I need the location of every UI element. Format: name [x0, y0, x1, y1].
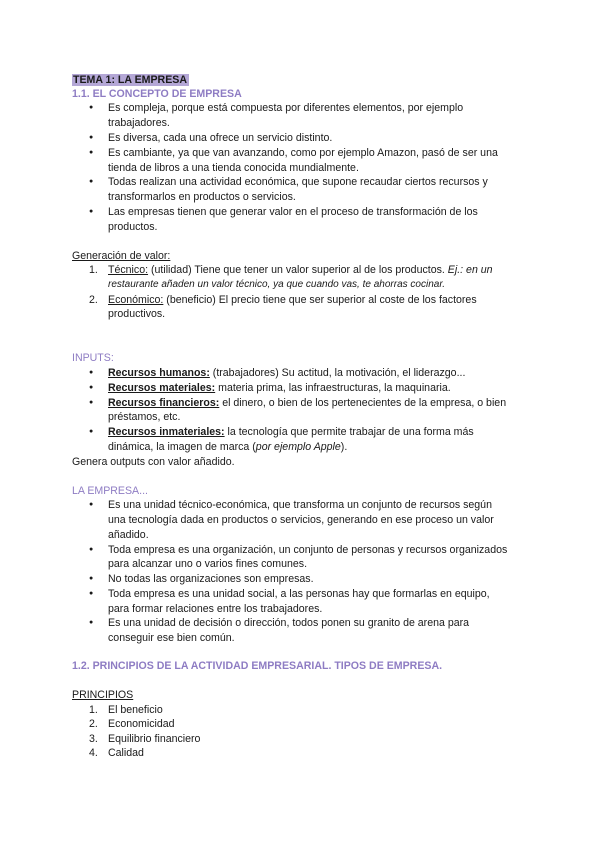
list-item-cont: para formar relaciones entre los trabajadores.: [108, 603, 323, 615]
numbered-item: 1. El beneficio: [89, 704, 163, 716]
numbered-item: 1. Técnico: (utilidad) Tiene que tener un valor superior al de los productos. Ej.: en un: [89, 264, 493, 276]
list-item-cont: productos.: [108, 221, 158, 233]
list-item-cont: dinámica, la imagen de marca (por ejemplo Apple).: [108, 441, 348, 453]
list-item-cont: conseguir ese bien común.: [108, 632, 235, 644]
empresa-heading: LA EMPRESA...: [72, 485, 148, 497]
list-item: ● Todas realizan una actividad económica, que supone recaudar ciertos recursos y: [108, 175, 488, 189]
list-item: ● Recursos financieros: el dinero, o bien de los pertenecientes de la empresa, o bien: [108, 396, 506, 410]
numbered-item-cont: restaurante añaden un valor técnico, ya que cuando vas, te ahorras cocinar.: [108, 279, 446, 290]
item-label: Económico:: [108, 294, 164, 306]
principios-heading: PRINCIPIOS: [72, 689, 134, 701]
list-item: ● Recursos inmateriales: la tecnología que permite trabajar de una forma más: [108, 425, 474, 439]
title-highlight: TEMA 1: LA EMPRESA: [73, 74, 187, 86]
item-number: 2.: [89, 718, 98, 730]
list-item: ● Es compleja, porque está compuesta por diferentes elementos, por ejemplo: [108, 101, 463, 115]
numbered-item: 4. Calidad: [89, 747, 144, 759]
numbered-item: 3. Equilibrio financiero: [89, 733, 201, 745]
numbered-item-cont: productivos.: [108, 308, 166, 320]
list-item-cont: tienda de libros a una tienda conocida mundialmente.: [108, 162, 359, 174]
list-item: ● Recursos humanos: (trabajadores) Su actitud, la motivación, el liderazgo...: [108, 366, 465, 380]
inputs-heading: INPUTS:: [72, 352, 114, 364]
generation-heading: Generación de valor:: [72, 250, 171, 262]
list-item-cont: préstamos, etc.: [108, 411, 181, 423]
resource-label: Recursos materiales:: [108, 382, 216, 394]
list-item: ● Recursos materiales: materia prima, las infraestructuras, la maquinaria.: [108, 381, 451, 395]
list-item: ● Es cambiante, ya que van avanzando, como por ejemplo Amazon, pasó de ser una: [108, 146, 498, 160]
list-item-cont: una tecnología dada en productos o servicios, generando en ese proceso un valor: [108, 514, 494, 526]
list-item: ● No todas las organizaciones son empresas.: [108, 572, 314, 586]
list-item: ● Es una unidad de decisión o dirección, todos ponen su granito de arena para: [108, 616, 469, 630]
list-item-cont: transformarlos en productos o servicios.: [108, 191, 296, 203]
section-heading-1-1: 1.1. EL CONCEPTO DE EMPRESA: [72, 88, 242, 100]
section-heading-1-2: 1.2. PRINCIPIOS DE LA ACTIVIDAD EMPRESARIAL. TIPOS DE EMPRESA.: [72, 660, 443, 672]
list-item: ● Toda empresa es una unidad social, a las personas hay que formarlas en equipo,: [108, 587, 490, 601]
page-title: [72, 73, 189, 87]
list-item: ● Es diversa, cada una ofrece un servicio distinto.: [108, 131, 332, 145]
resource-label: Recursos inmateriales:: [108, 426, 225, 438]
list-item-cont: añadido.: [108, 529, 149, 541]
list-item-cont: trabajadores.: [108, 117, 170, 129]
list-item: ● Las empresas tienen que generar valor en el proceso de transformación de los: [108, 205, 478, 219]
outputs-line: Genera outputs con valor añadido.: [72, 456, 235, 468]
resource-label: Recursos humanos:: [108, 367, 210, 379]
item-number: 1.: [89, 704, 98, 716]
item-number: 1.: [89, 264, 98, 276]
item-number: 4.: [89, 747, 98, 759]
item-number: 3.: [89, 733, 98, 745]
list-item-cont: para alcanzar uno o varios fines comunes.: [108, 558, 308, 570]
item-number: 2.: [89, 294, 98, 306]
resource-label: Recursos financieros:: [108, 397, 220, 409]
list-item: ● Toda empresa es una organización, un conjunto de personas y recursos organizados: [108, 543, 507, 557]
list-item: ● Es una unidad técnico-económica, que transforma un conjunto de recursos según: [108, 498, 492, 512]
numbered-item: 2. Economicidad: [89, 718, 175, 730]
item-label: Técnico:: [108, 264, 149, 276]
numbered-item: 2. Económico: (beneficio) El precio tiene que ser superior al coste de los factores: [89, 294, 477, 306]
